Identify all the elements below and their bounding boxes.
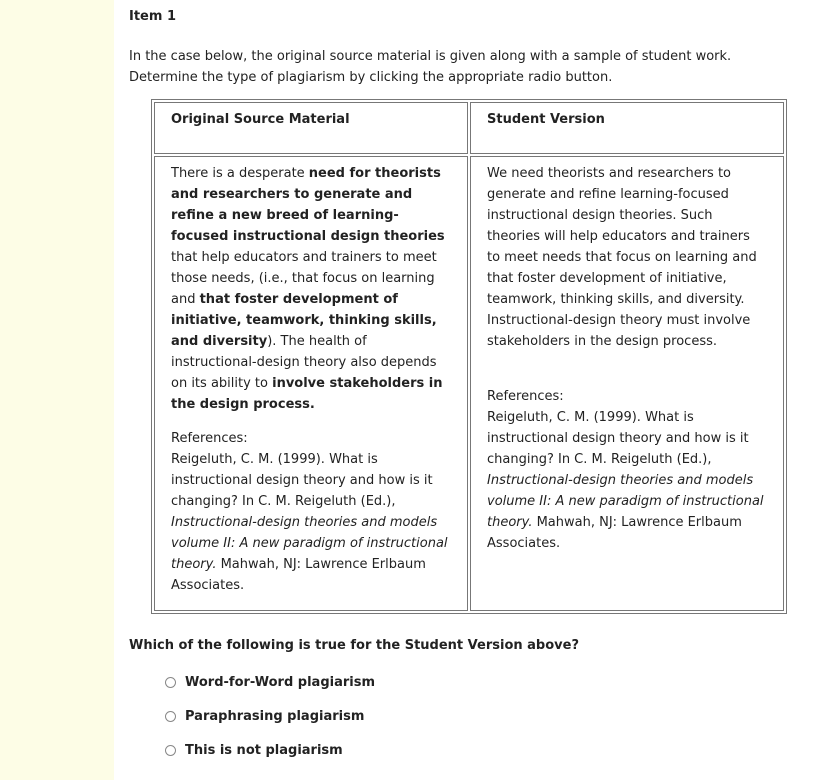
radio-button[interactable] [165,711,176,722]
header-original: Original Source Material [154,102,468,154]
option-word-for-word[interactable] [165,665,375,699]
student-passage: We need theorists and researchers to generate and refine learning-focused instructional design theories. Such theories will help educators and trainers to meet needs that focus on learning and that foster development of initiative, teamwork, thinking skills, and diversity. Instructional-design theory must involve stakeholders in the design process. [487,166,757,349]
comparison-table [151,99,787,614]
option-not-plagiarism[interactable] [165,733,375,767]
instructions-line-1: In the case below, the original source material is given along with a sample of student work. [129,49,732,64]
original-passage: There is a desperate need for theorists and researchers to generate and refine a new breed of learning-focused instructional design theories that help educators and trainers to meet those needs, (i.e., that focus on learning and that foster development of initiative, teamwork, thinking skills, and diversity). The health of instructional-design theory also depends on its ability to involve stakeholders in the design process. [171,166,445,412]
original-reference: Reigeluth, C. M. (1999). What is instructional design theory and how is it changing? In C. M. Reigeluth (Ed.), Instructional-design theories and models volume II: A new paradigm of instructional theory. Mahwah, NJ: Lawrence Erlbaum Associates. [171,452,448,593]
option-paraphrasing[interactable] [165,699,375,733]
table-body-row [154,156,784,611]
student-version-cell [470,156,784,611]
option-label: This is not plagiarism [185,742,343,758]
radio-button[interactable] [165,745,176,756]
original-references-label: References: [171,431,248,446]
table-header-row [154,102,784,154]
header-student: Student Version [470,102,784,154]
instructions [129,46,789,88]
option-label: Paraphrasing plagiarism [185,708,365,724]
question-text: Which of the following is true for the Student Version above? [129,638,579,653]
radio-button[interactable] [165,677,176,688]
student-references-label: References: [487,389,564,404]
left-margin-strip [0,0,114,780]
original-source-cell [154,156,468,611]
instructions-line-2: Determine the type of plagiarism by clicking the appropriate radio button. [129,70,613,85]
answer-options [165,672,375,767]
item-title: Item 1 [129,9,176,24]
student-reference: Reigeluth, C. M. (1999). What is instructional design theory and how is it changing? In C. M. Reigeluth (Ed.), Instructional-design theories and models volume II: A new paradigm of instructional theory. Mahwah, NJ: Lawrence Erlbaum Associates. [487,410,764,551]
option-label: Word-for-Word plagiarism [185,674,375,690]
